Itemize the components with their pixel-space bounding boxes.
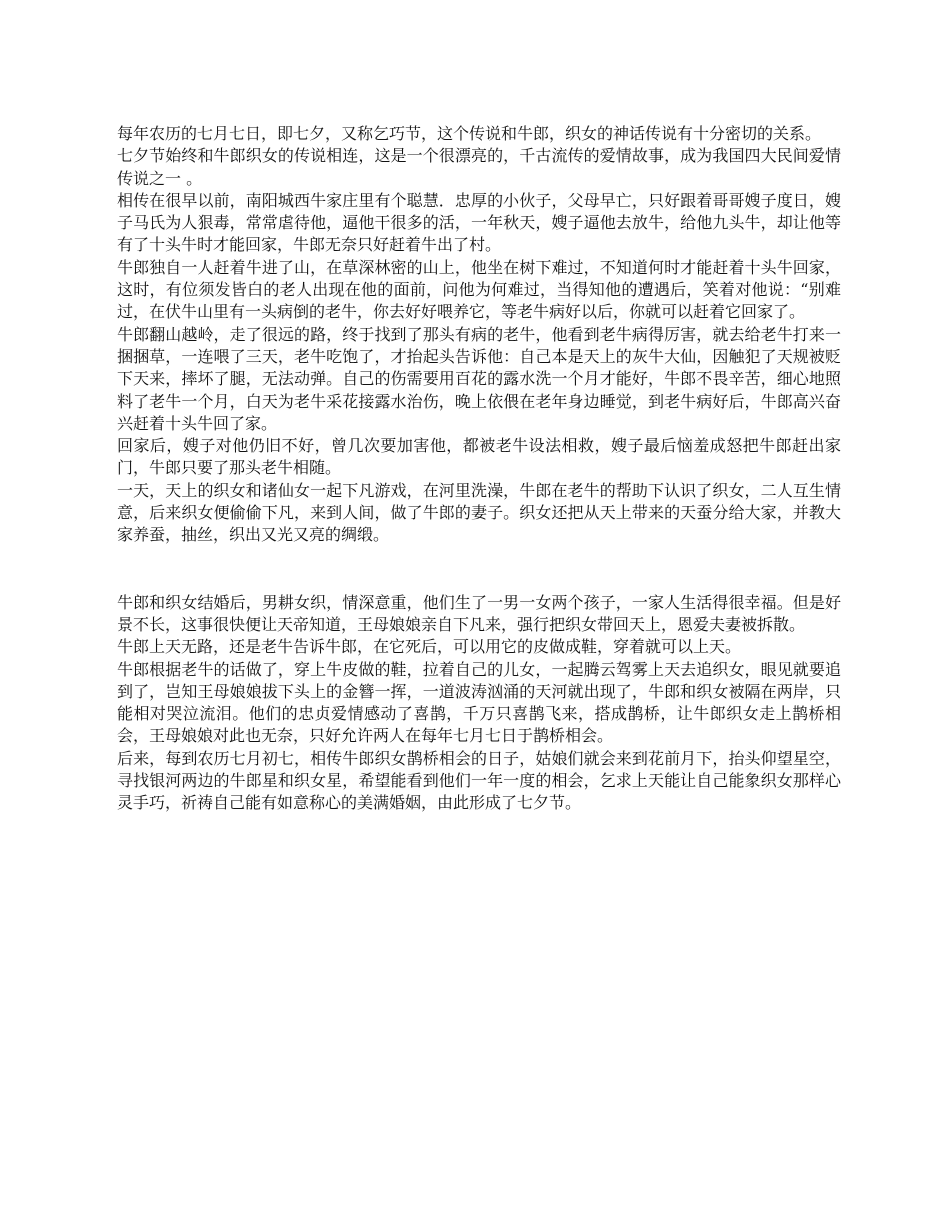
paragraph-ox-hide-shoes: 牛郎上天无路，还是老牛告诉牛郎，在它死后，可以用它的皮做成鞋，穿着就可以上天。 [117, 637, 742, 657]
section-gap [117, 547, 841, 592]
paragraph-niulang-youth: 相传在很早以前，南阳城西牛家庄里有个聪慧．忠厚的小伙子，父母早亡，只好跟着哥哥嫂子度日，嫂子马氏为人狠毒，常常虐待他，逼他干很多的活，一年秋天，嫂子逼他去放牛，给他九头牛，却让他等有了十头牛时才能回家，牛郎无奈只好赶着牛出了村。 [117, 190, 841, 255]
paragraph-driven-out: 回家后，嫂子对他仍旧不好，曾几次要加害他，都被老牛设法相救，嫂子最后恼羞成怒把牛郎赶出家门，牛郎只要了那头老牛相随。 [117, 436, 841, 478]
paragraph-magpie-bridge: 牛郎根据老牛的话做了，穿上牛皮做的鞋，拉着自己的儿女，一起腾云驾雾上天去追织女，眼见就要追到了，岂知王母娘娘拔下头上的金簪一挥，一道波涛汹涌的天河就出现了，牛郎和织女被隔在两岸，只能相对哭泣流泪。他们的忠贞爱情感动了喜鹊，千万只喜鹊飞来，搭成鹊桥，让牛郎织女走上鹊桥相会，王母娘娘对此也无奈，只好允许两人在每年七月七日于鹊桥相会。 [117, 659, 841, 746]
paragraph-qixi-origin: 后来，每到农历七月初七，相传牛郎织女鹊桥相会的日子，姑娘们就会来到花前月下，抬头仰望星空，寻找银河两边的牛郎星和织女星，希望能看到他们一年一度的相会，乞求上天能让自己能象织女那样心灵手巧，祈祷自己能有如意称心的美满婚姻，由此形成了七夕节。 [117, 748, 841, 813]
paragraph-separation: 牛郎和织女结婚后，男耕女织，情深意重，他们生了一男一女两个孩子，一家人生活得很幸福。但是好景不长，这事很快便让天帝知道，王母娘娘亲自下凡来，强行把织女带回天上，恩爱夫妻被拆散。 [117, 592, 841, 634]
document-page [117, 123, 841, 815]
paragraph-meet-zhinu: 一天，天上的织女和诸仙女一起下凡游戏，在河里洗澡，牛郎在老牛的帮助下认识了织女，二人互生情意，后来织女便偷偷下凡，来到人间，做了牛郎的妻子。织女还把从天上带来的天蚕分给大家，并教大家养蚕，抽丝，织出又光又亮的绸缎。 [117, 480, 841, 545]
paragraph-old-ox: 牛郎翻山越岭，走了很远的路，终于找到了那头有病的老牛，他看到老牛病得厉害，就去给老牛打来一捆捆草，一连喂了三天，老牛吃饱了，才抬起头告诉他：自己本是天上的灰牛大仙，因触犯了天规被贬下天来，摔坏了腿，无法动弹。自己的伤需要用百花的露水洗一个月才能好，牛郎不畏辛苦，细心地照料了老牛一个月，白天为老牛采花接露水治伤，晚上依偎在老年身边睡觉，到老牛病好后，牛郎高兴奋兴赶着十头牛回了家。 [117, 324, 841, 433]
paragraph-legend-link: 七夕节始终和牛郎织女的传说相连，这是一个很漂亮的，千古流传的爱情故事，成为我国四大民间爱情传说之一 。 [117, 146, 841, 188]
paragraph-old-man: 牛郎独自一人赶着牛进了山，在草深林密的山上，他坐在树下难过，不知道何时才能赶着十头牛回家，这时，有位须发皆白的老人出现在他的面前，问他为何难过，当得知他的遭遇后，笑着对他说：“别难过，在伏牛山里有一头病倒的老牛，你去好好喂养它，等老牛病好以后，你就可以赶着它回家了。 [117, 257, 841, 322]
paragraph-qixi-intro: 每年农历的七月七日，即七夕，又称乞巧节，这个传说和牛郎，织女的神话传说有十分密切的关系。 [117, 124, 822, 143]
